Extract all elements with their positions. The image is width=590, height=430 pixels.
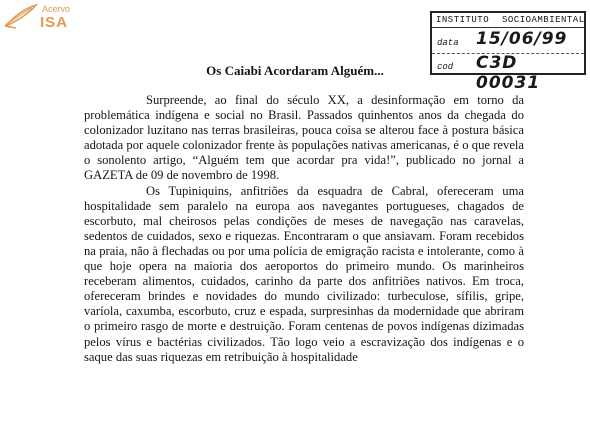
logo-isa-text: ISA <box>40 14 69 31</box>
stamp-code-value: C3D 00031 <box>476 53 541 93</box>
acervo-isa-logo <box>2 2 76 30</box>
document-body <box>84 93 524 365</box>
stamp-header-socioambiental: SOCIOAMBIENTAL <box>502 15 585 25</box>
stamp-header <box>432 13 584 28</box>
feather-logo-icon <box>2 2 42 30</box>
stamp-code-label: cod <box>437 62 454 72</box>
paragraph-1: Surpreende, ao final do século XX, a desinformação em torno da problemática indígena e social no Brasil. Passados quinhentos anos da chegada do colonizador luzitano nas terras brasileiras, pouca coisa se alterou face à postura básica adotada por aquele colonizador frente às populações nativas americanas, é o que revela o sonolento artigo, “Alguém tem que acordar pra vida!”, publicado no jornal a GAZETA de 09 de novembro de 1998. <box>84 93 524 183</box>
stamp-date-label: data <box>437 38 459 48</box>
stamp-date-row <box>432 29 584 54</box>
document-title: Os Caiabi Acordaram Alguém... <box>206 63 384 78</box>
paragraph-2: Os Tupiniquins, anfitriões da esquadra de Cabral, ofereceram uma hospitalidade sem paralelo na europa aos navegantes portugueses, chagados de escorbuto, mal cheirosos pelas condições de meses de navegação nas caravelas, sedentos de cuidados, sexo e riquezas. Encontraram o que ansiavam. Foram recebidos na praia, não à flechadas ou por uma polícia de emigração racista e intolerante, como à que hoje opera na maioria dos aeroportos do primeiro mundo. Os marinheiros receberam alimentos, cuidados, carinho da parte dos anfitriões nativos. Em troca, ofereceram brindes e novidades do mundo civilizado: turbeculose, sífilis, gripe, varíola, caxumba, escorbuto, cruz e espada, surpresinhas da modernidade que abriram o primeiro rasgo de morte e destruição. Foram centenas de povos indígenas dizimadas pelos vírus e bactérias civilizados. Tão logo veio a escravização dos indígenas e o saque das suas riquezas em retribuição à hospitalidade <box>84 183 524 364</box>
stamp-date-value: 15/06/99 <box>476 29 568 49</box>
stamp-header-institute: INSTITUTO <box>436 15 490 25</box>
logo-acervo-text: Acervo <box>42 4 71 14</box>
